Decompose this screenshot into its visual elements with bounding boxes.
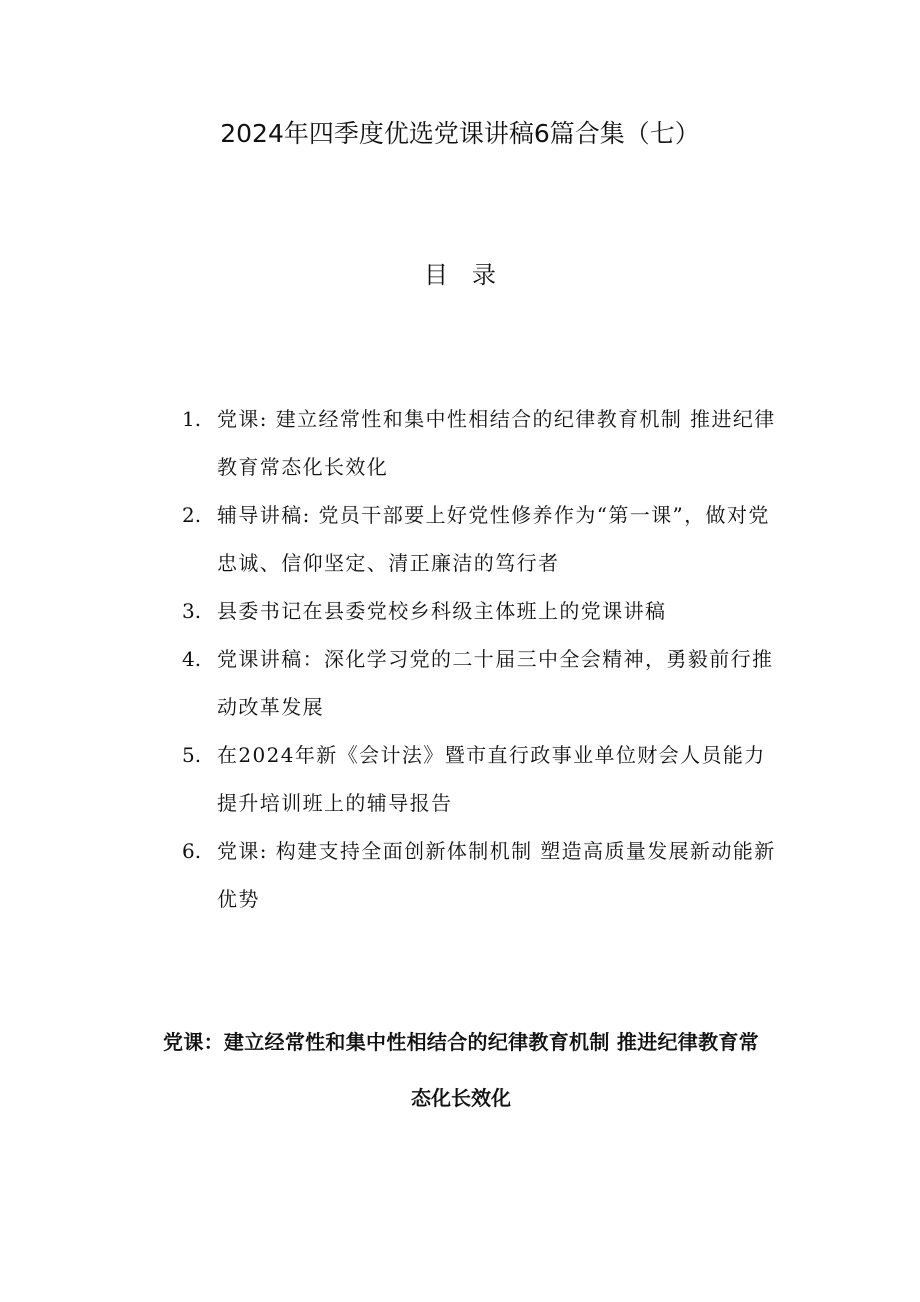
toc-item-number: 2. [182, 503, 202, 527]
section-title-line-1: 党课：建立经常性和集中性相结合的纪律教育机制 推进纪律教育常 [163, 1030, 759, 1054]
toc-item-6 [182, 827, 782, 923]
toc-item-text: 县委书记在县委党校乡科级主体班上的党课讲稿 [217, 599, 667, 623]
toc-item-number: 4. [182, 647, 202, 671]
toc-item-number: 1. [182, 407, 202, 431]
toc-item-number: 6. [182, 839, 202, 863]
table-of-contents [182, 395, 782, 923]
toc-item-number: 3. [182, 599, 202, 623]
toc-item-text: 在2024年新《会计法》暨市直行政事业单位财会人员能力提升培训班上的辅导报告 [217, 743, 766, 815]
toc-item-4 [182, 635, 782, 731]
toc-item-text: 党课: 构建支持全面创新体制机制 塑造高质量发展新动能新优势 [217, 839, 776, 911]
section-title-line-2: 态化长效化 [411, 1086, 511, 1110]
toc-item-text: 党课讲稿：深化学习党的二十届三中全会精神，勇毅前行推动改革发展 [217, 647, 774, 719]
toc-item-1 [182, 395, 782, 491]
toc-item-3 [182, 587, 782, 635]
toc-item-text: 党课: 建立经常性和集中性相结合的纪律教育机制 推进纪律教育常态化长效化 [217, 407, 776, 479]
toc-item-text: 辅导讲稿: 党员干部要上好党性修养作为“第一课”，做对党忠诚、信仰坚定、清正廉洁的笃行者 [217, 503, 770, 575]
toc-item-number: 5. [182, 743, 202, 767]
toc-heading: 目录 [424, 261, 520, 289]
section-title [138, 1014, 784, 1126]
document-title: 2024年四季度优选党课讲稿6篇合集（七） [220, 119, 700, 148]
toc-item-2 [182, 491, 782, 587]
toc-item-5 [182, 731, 782, 827]
